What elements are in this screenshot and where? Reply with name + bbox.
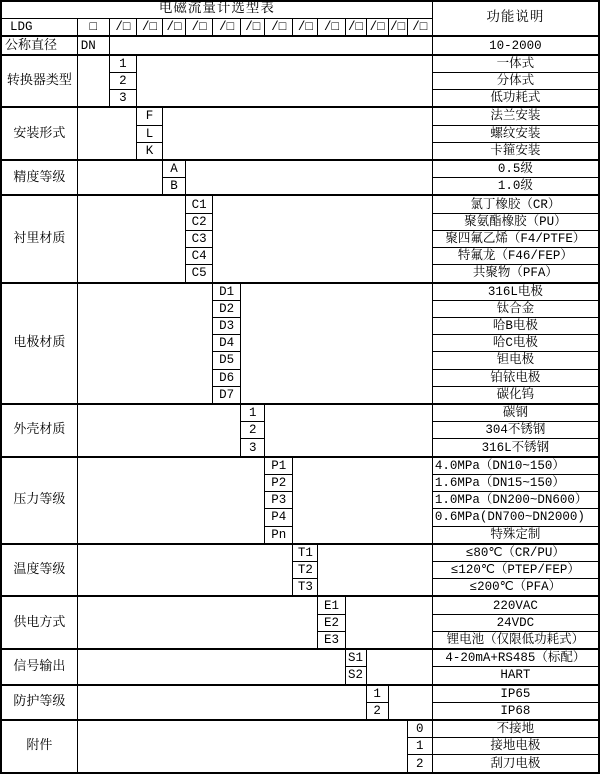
- code-cell: E1: [318, 596, 345, 614]
- desc-cell: 低功耗式: [432, 90, 599, 108]
- table-row: [1, 649, 599, 667]
- dn-row: [1, 36, 599, 54]
- desc-cell: 哈B电极: [432, 317, 599, 334]
- desc-cell: 聚四氟乙烯（F4/PTFE）: [432, 230, 599, 247]
- code-cell: D6: [213, 369, 241, 386]
- model-slash-box: /□: [293, 19, 318, 37]
- filler-cell: [77, 596, 318, 649]
- category-label: 压力等级: [1, 457, 77, 544]
- table-title: 电磁流量计选型表: [1, 1, 432, 19]
- desc-cell: 法兰安装: [432, 107, 599, 125]
- desc-cell: 24VDC: [432, 614, 599, 631]
- category-label: 安装形式: [1, 107, 77, 160]
- filler-cell: [77, 649, 345, 684]
- filler-cell: [77, 544, 293, 597]
- desc-cell: 铂铱电极: [432, 369, 599, 386]
- model-slash-box: /□: [241, 19, 265, 37]
- filler-cell: [241, 283, 433, 405]
- code-cell: 1: [109, 55, 136, 73]
- desc-cell: 共聚物（PFA）: [432, 265, 599, 283]
- table-row: [1, 404, 599, 422]
- desc-cell: 氯丁橡胶（CR）: [432, 195, 599, 213]
- desc-cell: 1.6MPa（DN15~150）: [432, 474, 599, 491]
- filler-cell: [77, 720, 407, 773]
- model-prefix: LDG: [1, 19, 77, 37]
- filler-cell: [366, 649, 432, 684]
- header-row: [1, 1, 599, 19]
- code-cell: S1: [345, 649, 366, 667]
- code-cell: E2: [318, 614, 345, 631]
- filler-cell: [77, 404, 240, 457]
- code-cell: 2: [109, 72, 136, 89]
- desc-cell: HART: [432, 667, 599, 685]
- table-row: [1, 685, 599, 703]
- model-code-box: □: [77, 19, 109, 37]
- desc-cell: 0.5级: [432, 160, 599, 178]
- desc-cell: 一体式: [432, 55, 599, 73]
- code-cell: Pn: [265, 526, 293, 544]
- desc-cell: 钛合金: [432, 300, 599, 317]
- table-row: [1, 195, 599, 213]
- table-row: [1, 55, 599, 73]
- filler-cell: [77, 55, 109, 108]
- category-label: 精度等级: [1, 160, 77, 195]
- category-label: 公称直径: [1, 36, 77, 54]
- desc-cell: 锂电池（仅限低功耗式）: [432, 631, 599, 649]
- code-cell: 2: [366, 702, 388, 720]
- model-slash-box: /□: [388, 19, 407, 37]
- code-cell: D7: [213, 386, 241, 404]
- code-cell: D5: [213, 352, 241, 369]
- category-label: 附件: [1, 720, 77, 773]
- desc-cell: 刮刀电极: [432, 755, 599, 773]
- desc-cell: 接地电极: [432, 738, 599, 755]
- category-label: 外壳材质: [1, 404, 77, 457]
- model-slash-box: /□: [345, 19, 366, 37]
- table-row: [1, 160, 599, 178]
- desc-cell: 304不锈钢: [432, 422, 599, 439]
- filler-cell: [265, 404, 433, 457]
- desc-cell: 4-20mA+RS485（标配）: [432, 649, 599, 667]
- desc-cell: 哈C电极: [432, 335, 599, 352]
- category-label: 衬里材质: [1, 195, 77, 282]
- category-label: 电极材质: [1, 283, 77, 405]
- table-row: [1, 283, 599, 301]
- filler-cell: [77, 283, 212, 405]
- code-cell: B: [162, 178, 185, 196]
- filler-cell: [162, 107, 432, 160]
- desc-cell: 220VAC: [432, 596, 599, 614]
- desc-cell: IP65: [432, 685, 599, 703]
- table-row: [1, 720, 599, 738]
- desc-column-header: 功能说明: [432, 1, 599, 36]
- filler-cell: [345, 596, 432, 649]
- filler-cell: [77, 160, 162, 195]
- desc-cell: 分体式: [432, 72, 599, 89]
- desc-cell: 特殊定制: [432, 526, 599, 544]
- desc-cell: 聚氨酯橡胶（PU）: [432, 213, 599, 230]
- desc-cell: 钽电极: [432, 352, 599, 369]
- desc-cell: 316L不锈钢: [432, 439, 599, 457]
- code-cell: P2: [265, 474, 293, 491]
- desc-cell: 4.0MPa（DN10~150）: [432, 457, 599, 475]
- code-cell: D3: [213, 317, 241, 334]
- filler-cell: [136, 55, 432, 108]
- filler-cell: [77, 685, 366, 720]
- code-cell: 2: [241, 422, 265, 439]
- code-cell: D2: [213, 300, 241, 317]
- desc-cell: 不接地: [432, 720, 599, 738]
- code-cell: D4: [213, 335, 241, 352]
- code-cell: A: [162, 160, 185, 178]
- desc-cell: ≤200℃（PFA）: [432, 579, 599, 597]
- table-row: [1, 596, 599, 614]
- filler-cell: [77, 107, 136, 160]
- desc-cell: IP68: [432, 702, 599, 720]
- category-label: 温度等级: [1, 544, 77, 597]
- category-label: 供电方式: [1, 596, 77, 649]
- code-cell: 2: [407, 755, 432, 773]
- code-cell: F: [136, 107, 162, 125]
- model-slash-box: /□: [109, 19, 136, 37]
- model-slash-box: /□: [186, 19, 213, 37]
- code-cell: C3: [186, 230, 213, 247]
- filler-cell: [186, 160, 433, 195]
- category-label: 转换器类型: [1, 55, 77, 108]
- code-cell: C1: [186, 195, 213, 213]
- desc-cell: 螺纹安装: [432, 125, 599, 142]
- code-cell: C2: [186, 213, 213, 230]
- filler-cell: [388, 685, 432, 720]
- desc-cell: 1.0MPa（DN200~DN600）: [432, 492, 599, 509]
- desc-cell: 10-2000: [432, 36, 599, 54]
- code-cell: P1: [265, 457, 293, 475]
- model-slash-box: /□: [265, 19, 293, 37]
- filler-cell: [318, 544, 432, 597]
- code-cell: E3: [318, 631, 345, 649]
- filler-cell: [77, 457, 265, 544]
- table-row: [1, 544, 599, 562]
- desc-cell: 卡箍安装: [432, 142, 599, 160]
- code-cell: C4: [186, 248, 213, 265]
- desc-cell: ≤120℃（PTEP/FEP）: [432, 562, 599, 579]
- model-slash-box: /□: [213, 19, 241, 37]
- code-cell: K: [136, 142, 162, 160]
- filler-cell: [293, 457, 432, 544]
- code-cell: L: [136, 125, 162, 142]
- code-cell: DN: [77, 36, 109, 54]
- filler-cell: [213, 195, 433, 282]
- desc-cell: 0.6MPa(DN700~DN2000): [432, 509, 599, 526]
- desc-cell: 碳化钨: [432, 386, 599, 404]
- category-label: 信号输出: [1, 649, 77, 684]
- model-slash-box: /□: [366, 19, 388, 37]
- code-cell: P3: [265, 492, 293, 509]
- model-slash-box: /□: [136, 19, 162, 37]
- model-slash-box: /□: [162, 19, 185, 37]
- filler-cell: [77, 195, 185, 282]
- code-cell: 0: [407, 720, 432, 738]
- code-cell: P4: [265, 509, 293, 526]
- code-cell: 3: [241, 439, 265, 457]
- category-label: 防护等级: [1, 685, 77, 720]
- code-cell: 1: [366, 685, 388, 703]
- code-cell: S2: [345, 667, 366, 685]
- code-cell: 3: [109, 90, 136, 108]
- desc-cell: ≤80℃（CR/PU）: [432, 544, 599, 562]
- code-cell: T1: [293, 544, 318, 562]
- desc-cell: 1.0级: [432, 178, 599, 196]
- desc-cell: 316L电极: [432, 283, 599, 301]
- code-cell: C5: [186, 265, 213, 283]
- table-row: [1, 107, 599, 125]
- desc-cell: 碳钢: [432, 404, 599, 422]
- code-cell: 1: [241, 404, 265, 422]
- model-slash-box: /□: [407, 19, 432, 37]
- code-cell: T3: [293, 579, 318, 597]
- model-slash-box: /□: [318, 19, 345, 37]
- code-cell: D1: [213, 283, 241, 301]
- table-row: [1, 457, 599, 475]
- filler-cell: [109, 36, 432, 54]
- code-cell: 1: [407, 738, 432, 755]
- desc-cell: 特氟龙（F46/FEP）: [432, 248, 599, 265]
- code-cell: T2: [293, 562, 318, 579]
